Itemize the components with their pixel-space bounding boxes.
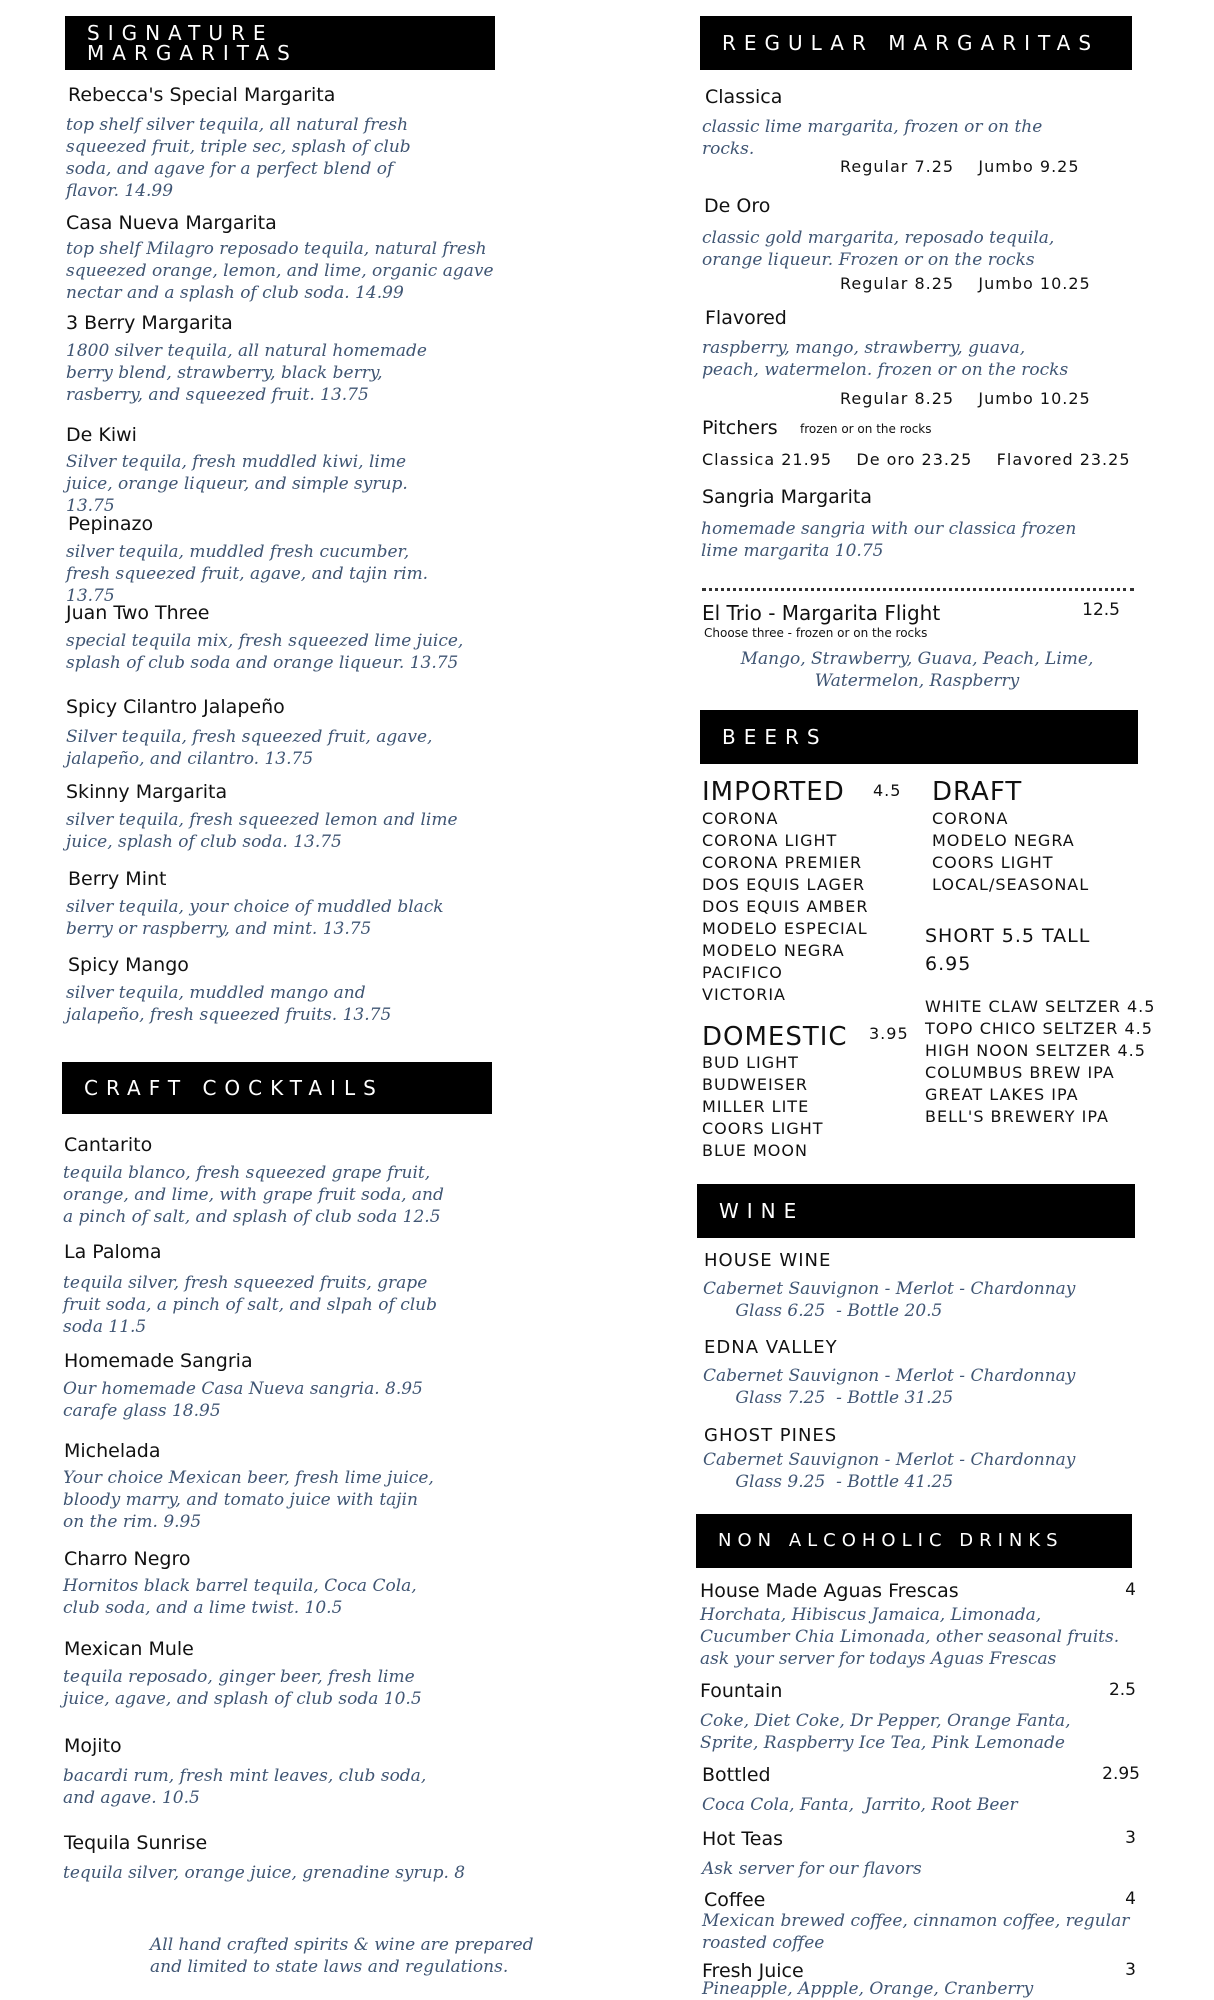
item-name: Juan Two Three bbox=[66, 602, 210, 624]
beer-item: TOPO CHICO SELTZER 4.5 bbox=[925, 1019, 1153, 1038]
item-name: Berry Mint bbox=[68, 868, 167, 890]
beer-item: HIGH NOON SELTZER 4.5 bbox=[925, 1041, 1146, 1060]
pitchers-prices: Classica 21.95 De oro 23.25 Flavored 23.25 bbox=[702, 450, 1131, 469]
domestic-title: DOMESTIC bbox=[702, 1022, 848, 1052]
item-name: Casa Nueva Margarita bbox=[66, 212, 277, 234]
item-desc: Hornitos black barrel tequila, Coca Cola, club soda, and a lime twist. 10.5 bbox=[63, 1576, 417, 1618]
craft-banner: CRAFT COCKTAILS bbox=[62, 1062, 492, 1114]
beer-item: GREAT LAKES IPA bbox=[925, 1085, 1079, 1104]
item-name: 3 Berry Margarita bbox=[66, 312, 233, 334]
wine-desc: Cabernet Sauvignon - Merlot - Chardonnay Glass 9.25 - Bottle 41.25 bbox=[703, 1450, 1076, 1492]
beer-item: CORONA LIGHT bbox=[702, 831, 838, 850]
item-prices: Regular 8.25 Jumbo 10.25 bbox=[840, 274, 1091, 293]
beer-item: COORS LIGHT bbox=[702, 1119, 824, 1138]
regular-banner: REGULAR MARGARITAS bbox=[700, 16, 1132, 70]
wine-name: GHOST PINES bbox=[704, 1425, 838, 1446]
beer-item: MODELO NEGRA bbox=[702, 941, 845, 960]
beer-item: CORONA PREMIER bbox=[702, 853, 863, 872]
item-name: Rebecca's Special Margarita bbox=[68, 84, 336, 106]
flight-desc: Mango, Strawberry, Guava, Peach, Lime, Watermelon, Raspberry bbox=[740, 649, 1094, 691]
item-name: De Kiwi bbox=[66, 424, 137, 446]
drink-desc: Horchata, Hibiscus Jamaica, Limonada, Cucumber Chia Limonada, other seasonal fruits. ask your server for todays Aguas Frescas bbox=[700, 1605, 1120, 1669]
item-desc: silver tequila, muddled mango and jalapeño, fresh squeezed fruits. 13.75 bbox=[66, 983, 392, 1025]
drink-name: Fresh Juice bbox=[702, 1960, 804, 1982]
beer-item: LOCAL/SEASONAL bbox=[932, 875, 1090, 894]
draft-title: DRAFT bbox=[932, 777, 1023, 807]
item-desc: silver tequila, fresh squeezed lemon and lime juice, splash of club soda. 13.75 bbox=[66, 810, 458, 852]
beer-item: COLUMBUS BREW IPA bbox=[925, 1063, 1115, 1082]
item-desc: Your choice Mexican beer, fresh lime juice, bloody marry, and tomato juice with tajin on the rim. 9.95 bbox=[63, 1468, 434, 1532]
wine-name: HOUSE WINE bbox=[704, 1250, 832, 1271]
beer-item: VICTORIA bbox=[702, 985, 786, 1004]
beer-item: MODELO ESPECIAL bbox=[702, 919, 868, 938]
item-desc: raspberry, mango, strawberry, guava, peach, watermelon. frozen or on the rocks bbox=[702, 338, 1069, 380]
beer-item: BUD LIGHT bbox=[702, 1053, 799, 1072]
short-tall: SHORT 5.5 TALL 6.95 bbox=[925, 925, 1091, 975]
drink-name: Fountain bbox=[700, 1680, 783, 1702]
item-name: Charro Negro bbox=[64, 1548, 191, 1570]
imported-title: IMPORTED bbox=[702, 777, 845, 807]
beer-item: CORONA bbox=[702, 809, 779, 828]
beer-item: DOS EQUIS AMBER bbox=[702, 897, 869, 916]
beer-item: PACIFICO bbox=[702, 963, 783, 982]
flight-name: El Trio - Margarita Flight bbox=[702, 601, 941, 625]
beer-item: WHITE CLAW SELTZER 4.5 bbox=[925, 997, 1156, 1016]
drink-desc: Mexican brewed coffee, cinnamon coffee, regular roasted coffee bbox=[702, 1911, 1130, 1953]
drink-name: Hot Teas bbox=[702, 1828, 784, 1850]
divider bbox=[702, 588, 1134, 591]
other-beers-list bbox=[925, 996, 1155, 1128]
item-name: La Paloma bbox=[64, 1241, 162, 1263]
item-desc: tequila silver, fresh squeezed fruits, grape fruit soda, a pinch of salt, and slpah of club soda 11.5 bbox=[63, 1273, 437, 1337]
item-name: Spicy Cilantro Jalapeño bbox=[66, 696, 285, 718]
beers-banner: BEERS bbox=[700, 710, 1138, 764]
wine-banner: WINE bbox=[697, 1184, 1135, 1238]
drink-desc: Coke, Diet Coke, Dr Pepper, Orange Fanta, Sprite, Raspberry Ice Tea, Pink Lemonade bbox=[700, 1711, 1071, 1753]
item-name: Cantarito bbox=[64, 1134, 153, 1156]
imported-list bbox=[702, 808, 868, 1006]
item-desc: classic lime margarita, frozen or on the rocks. bbox=[702, 117, 1043, 159]
drink-price: 4 bbox=[1125, 1580, 1136, 1600]
drink-price: 2.95 bbox=[1102, 1764, 1140, 1784]
drink-price: 3 bbox=[1125, 1828, 1136, 1848]
nonalc-banner: NON ALCOHOLIC DRINKS bbox=[696, 1514, 1132, 1568]
beer-item: COORS LIGHT bbox=[932, 853, 1054, 872]
wine-desc: Cabernet Sauvignon - Merlot - Chardonnay Glass 6.25 - Bottle 20.5 bbox=[703, 1279, 1076, 1321]
domestic-price: 3.95 bbox=[869, 1024, 909, 1043]
beer-item: BELL'S BREWERY IPA bbox=[925, 1107, 1109, 1126]
item-name: Spicy Mango bbox=[68, 954, 189, 976]
flight-note: Choose three - frozen or on the rocks bbox=[704, 626, 928, 640]
item-name: Mojito bbox=[64, 1735, 122, 1757]
item-desc: Our homemade Casa Nueva sangria. 8.95 carafe glass 18.95 bbox=[63, 1379, 423, 1421]
pitchers-name: Pitchers bbox=[702, 417, 778, 439]
signature-banner: SIGNATURE MARGARITAS bbox=[65, 16, 495, 70]
item-name: Tequila Sunrise bbox=[64, 1832, 208, 1854]
item-name: Flavored bbox=[705, 307, 787, 329]
sangria-desc: homemade sangria with our classica frozen lime margarita 10.75 bbox=[701, 519, 1077, 561]
item-prices: Regular 8.25 Jumbo 10.25 bbox=[840, 389, 1091, 408]
item-prices: Regular 7.25 Jumbo 9.25 bbox=[840, 157, 1080, 176]
beer-item: BUDWEISER bbox=[702, 1075, 809, 1094]
drink-price: 2.5 bbox=[1108, 1680, 1136, 1700]
item-name: Michelada bbox=[64, 1440, 161, 1462]
item-desc: Silver tequila, fresh muddled kiwi, lime juice, orange liqueur, and simple syrup. 13.75 bbox=[66, 452, 408, 516]
beer-item: MODELO NEGRA bbox=[932, 831, 1075, 850]
draft-list bbox=[932, 808, 1089, 896]
item-desc: 1800 silver tequila, all natural homemade berry blend, strawberry, black berry, rasberry, and squeezed fruit. 13.75 bbox=[66, 341, 427, 405]
item-desc: silver tequila, your choice of muddled black berry or raspberry, and mint. 13.75 bbox=[66, 897, 444, 939]
drink-desc: Coca Cola, Fanta, Jarrito, Root Beer bbox=[702, 1795, 1018, 1815]
item-desc: Silver tequila, fresh squeezed fruit, agave, jalapeño, and cilantro. 13.75 bbox=[66, 727, 433, 769]
pitchers-note: frozen or on the rocks bbox=[800, 422, 932, 436]
item-desc: tequila reposado, ginger beer, fresh lime juice, agave, and splash of club soda 10.5 bbox=[63, 1667, 422, 1709]
drink-desc: Ask server for our flavors bbox=[702, 1859, 922, 1879]
item-desc: top shelf silver tequila, all natural fresh squeezed fruit, triple sec, splash of club soda, and agave for a perfect blend of flavor. 14.99 bbox=[66, 115, 411, 201]
imported-price: 4.5 bbox=[873, 781, 902, 800]
item-desc: classic gold margarita, reposado tequila, orange liqueur. Frozen or on the rocks bbox=[702, 228, 1055, 270]
item-name: Homemade Sangria bbox=[64, 1350, 253, 1372]
footnote: All hand crafted spirits & wine are prepared and limited to state laws and regulations. bbox=[150, 1935, 534, 1977]
beer-item: MILLER LITE bbox=[702, 1097, 810, 1116]
item-desc: bacardi rum, fresh mint leaves, club soda, and agave. 10.5 bbox=[63, 1766, 427, 1808]
drink-name: Bottled bbox=[702, 1764, 771, 1786]
wine-name: EDNA VALLEY bbox=[704, 1337, 838, 1358]
flight-price: 12.5 bbox=[1082, 600, 1120, 620]
beer-item: CORONA bbox=[932, 809, 1009, 828]
item-name: Pepinazo bbox=[68, 513, 154, 535]
item-name: Classica bbox=[705, 86, 783, 108]
drink-name: House Made Aguas Frescas bbox=[700, 1580, 959, 1602]
drink-desc: Pineapple, Appple, Orange, Cranberry bbox=[702, 1979, 1034, 1999]
domestic-list bbox=[702, 1052, 824, 1162]
item-desc: silver tequila, muddled fresh cucumber, fresh squeezed fruit, agave, and tajin rim. 13.75 bbox=[66, 542, 429, 606]
item-desc: tequila blanco, fresh squeezed grape fruit, orange, and lime, with grape fruit soda, and a pinch of salt, and splash of club soda 12.5 bbox=[63, 1163, 444, 1227]
drink-price: 3 bbox=[1125, 1960, 1136, 1980]
item-desc: special tequila mix, fresh squeezed lime juice, splash of club soda and orange liqueur. 13.75 bbox=[66, 631, 464, 673]
item-name: Mexican Mule bbox=[64, 1638, 194, 1660]
beer-item: DOS EQUIS LAGER bbox=[702, 875, 866, 894]
item-desc: tequila silver, orange juice, grenadine syrup. 8 bbox=[63, 1863, 466, 1883]
sangria-name: Sangria Margarita bbox=[702, 486, 872, 508]
beer-item: BLUE MOON bbox=[702, 1141, 808, 1160]
drink-price: 4 bbox=[1125, 1889, 1136, 1909]
item-name: Skinny Margarita bbox=[66, 781, 228, 803]
item-name: De Oro bbox=[704, 195, 771, 217]
item-desc: top shelf Milagro reposado tequila, natural fresh squeezed orange, lemon, and lime, organic agave nectar and a splash of club soda. 14.99 bbox=[66, 239, 494, 303]
wine-desc: Cabernet Sauvignon - Merlot - Chardonnay Glass 7.25 - Bottle 31.25 bbox=[703, 1366, 1076, 1408]
drink-name: Coffee bbox=[704, 1889, 766, 1911]
